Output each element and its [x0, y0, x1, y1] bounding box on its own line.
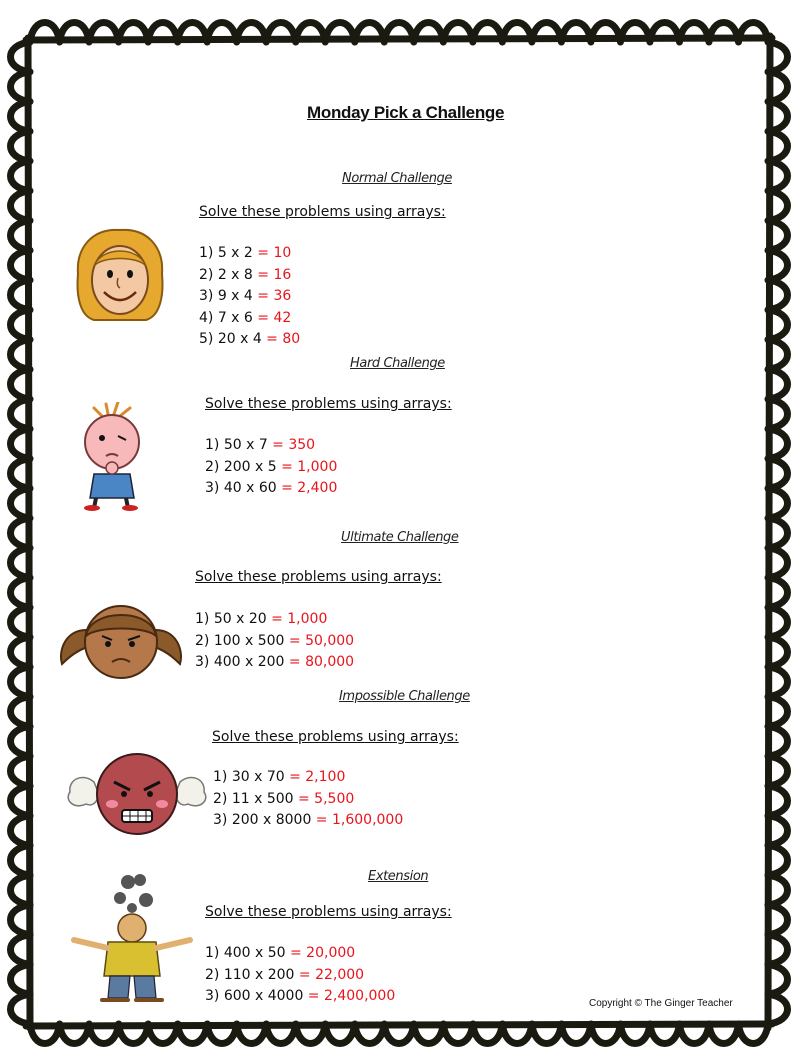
problem-list: [205, 435, 337, 500]
section-heading-hard: Hard Challenge: [350, 356, 445, 371]
instruction-text: Solve these problems using arrays:: [205, 396, 452, 412]
problem-item: 1) 50 x 20 = 1,000: [195, 611, 328, 627]
problem-item: 3) 600 x 4000 = 2,400,000: [205, 988, 396, 1004]
problem-item: 2) 100 x 500 = 50,000: [195, 632, 355, 649]
section-heading-normal: Normal Challenge: [342, 171, 452, 186]
instruction-text: Solve these problems using arrays:: [195, 569, 442, 585]
problem-item: 2) 110 x 200 = 22,000: [205, 966, 365, 983]
page-title: Monday Pick a Challenge: [307, 103, 505, 122]
angry-face-icon: [64, 752, 210, 836]
problem-item: 5) 20 x 4 = 80: [199, 331, 301, 347]
problem-item: 3) 400 x 200 = 80,000: [195, 654, 355, 670]
problem-item: 1) 50 x 7 = 350: [205, 437, 316, 453]
problem-item: 3) 200 x 8000 = 1,600,000: [213, 812, 404, 828]
smiling-girl-icon: [72, 226, 168, 324]
problem-item: 3) 9 x 4 = 36: [199, 288, 292, 304]
section-heading-ultimate: Ultimate Challenge: [341, 530, 459, 545]
problem-item: 1) 400 x 50 = 20,000: [205, 945, 356, 961]
copyright-text: Copyright © The Ginger Teacher: [589, 998, 733, 1009]
problem-list: [213, 767, 403, 832]
instruction-text: Solve these problems using arrays:: [205, 904, 452, 920]
problem-list: [205, 943, 395, 1008]
problem-item: 4) 7 x 6 = 42: [199, 309, 292, 326]
problem-item: 2) 2 x 8 = 16: [199, 266, 292, 283]
problem-item: 1) 30 x 70 = 2,100: [213, 769, 346, 785]
problem-list: [195, 609, 354, 674]
problem-item: 1) 5 x 2 = 10: [199, 245, 292, 261]
problem-item: 2) 200 x 5 = 1,000: [205, 458, 338, 475]
worried-girl-icon: [56, 600, 186, 682]
section-heading-impossible: Impossible Challenge: [339, 689, 470, 704]
frustrated-boy-icon: [68, 872, 196, 1006]
problem-list: [199, 243, 300, 351]
thinking-boy-icon: [78, 402, 148, 512]
instruction-text: Solve these problems using arrays:: [199, 204, 446, 220]
instruction-text: Solve these problems using arrays:: [212, 729, 459, 745]
problem-item: 3) 40 x 60 = 2,400: [205, 480, 338, 496]
section-heading-extension: Extension: [368, 869, 429, 884]
problem-item: 2) 11 x 500 = 5,500: [213, 790, 355, 807]
